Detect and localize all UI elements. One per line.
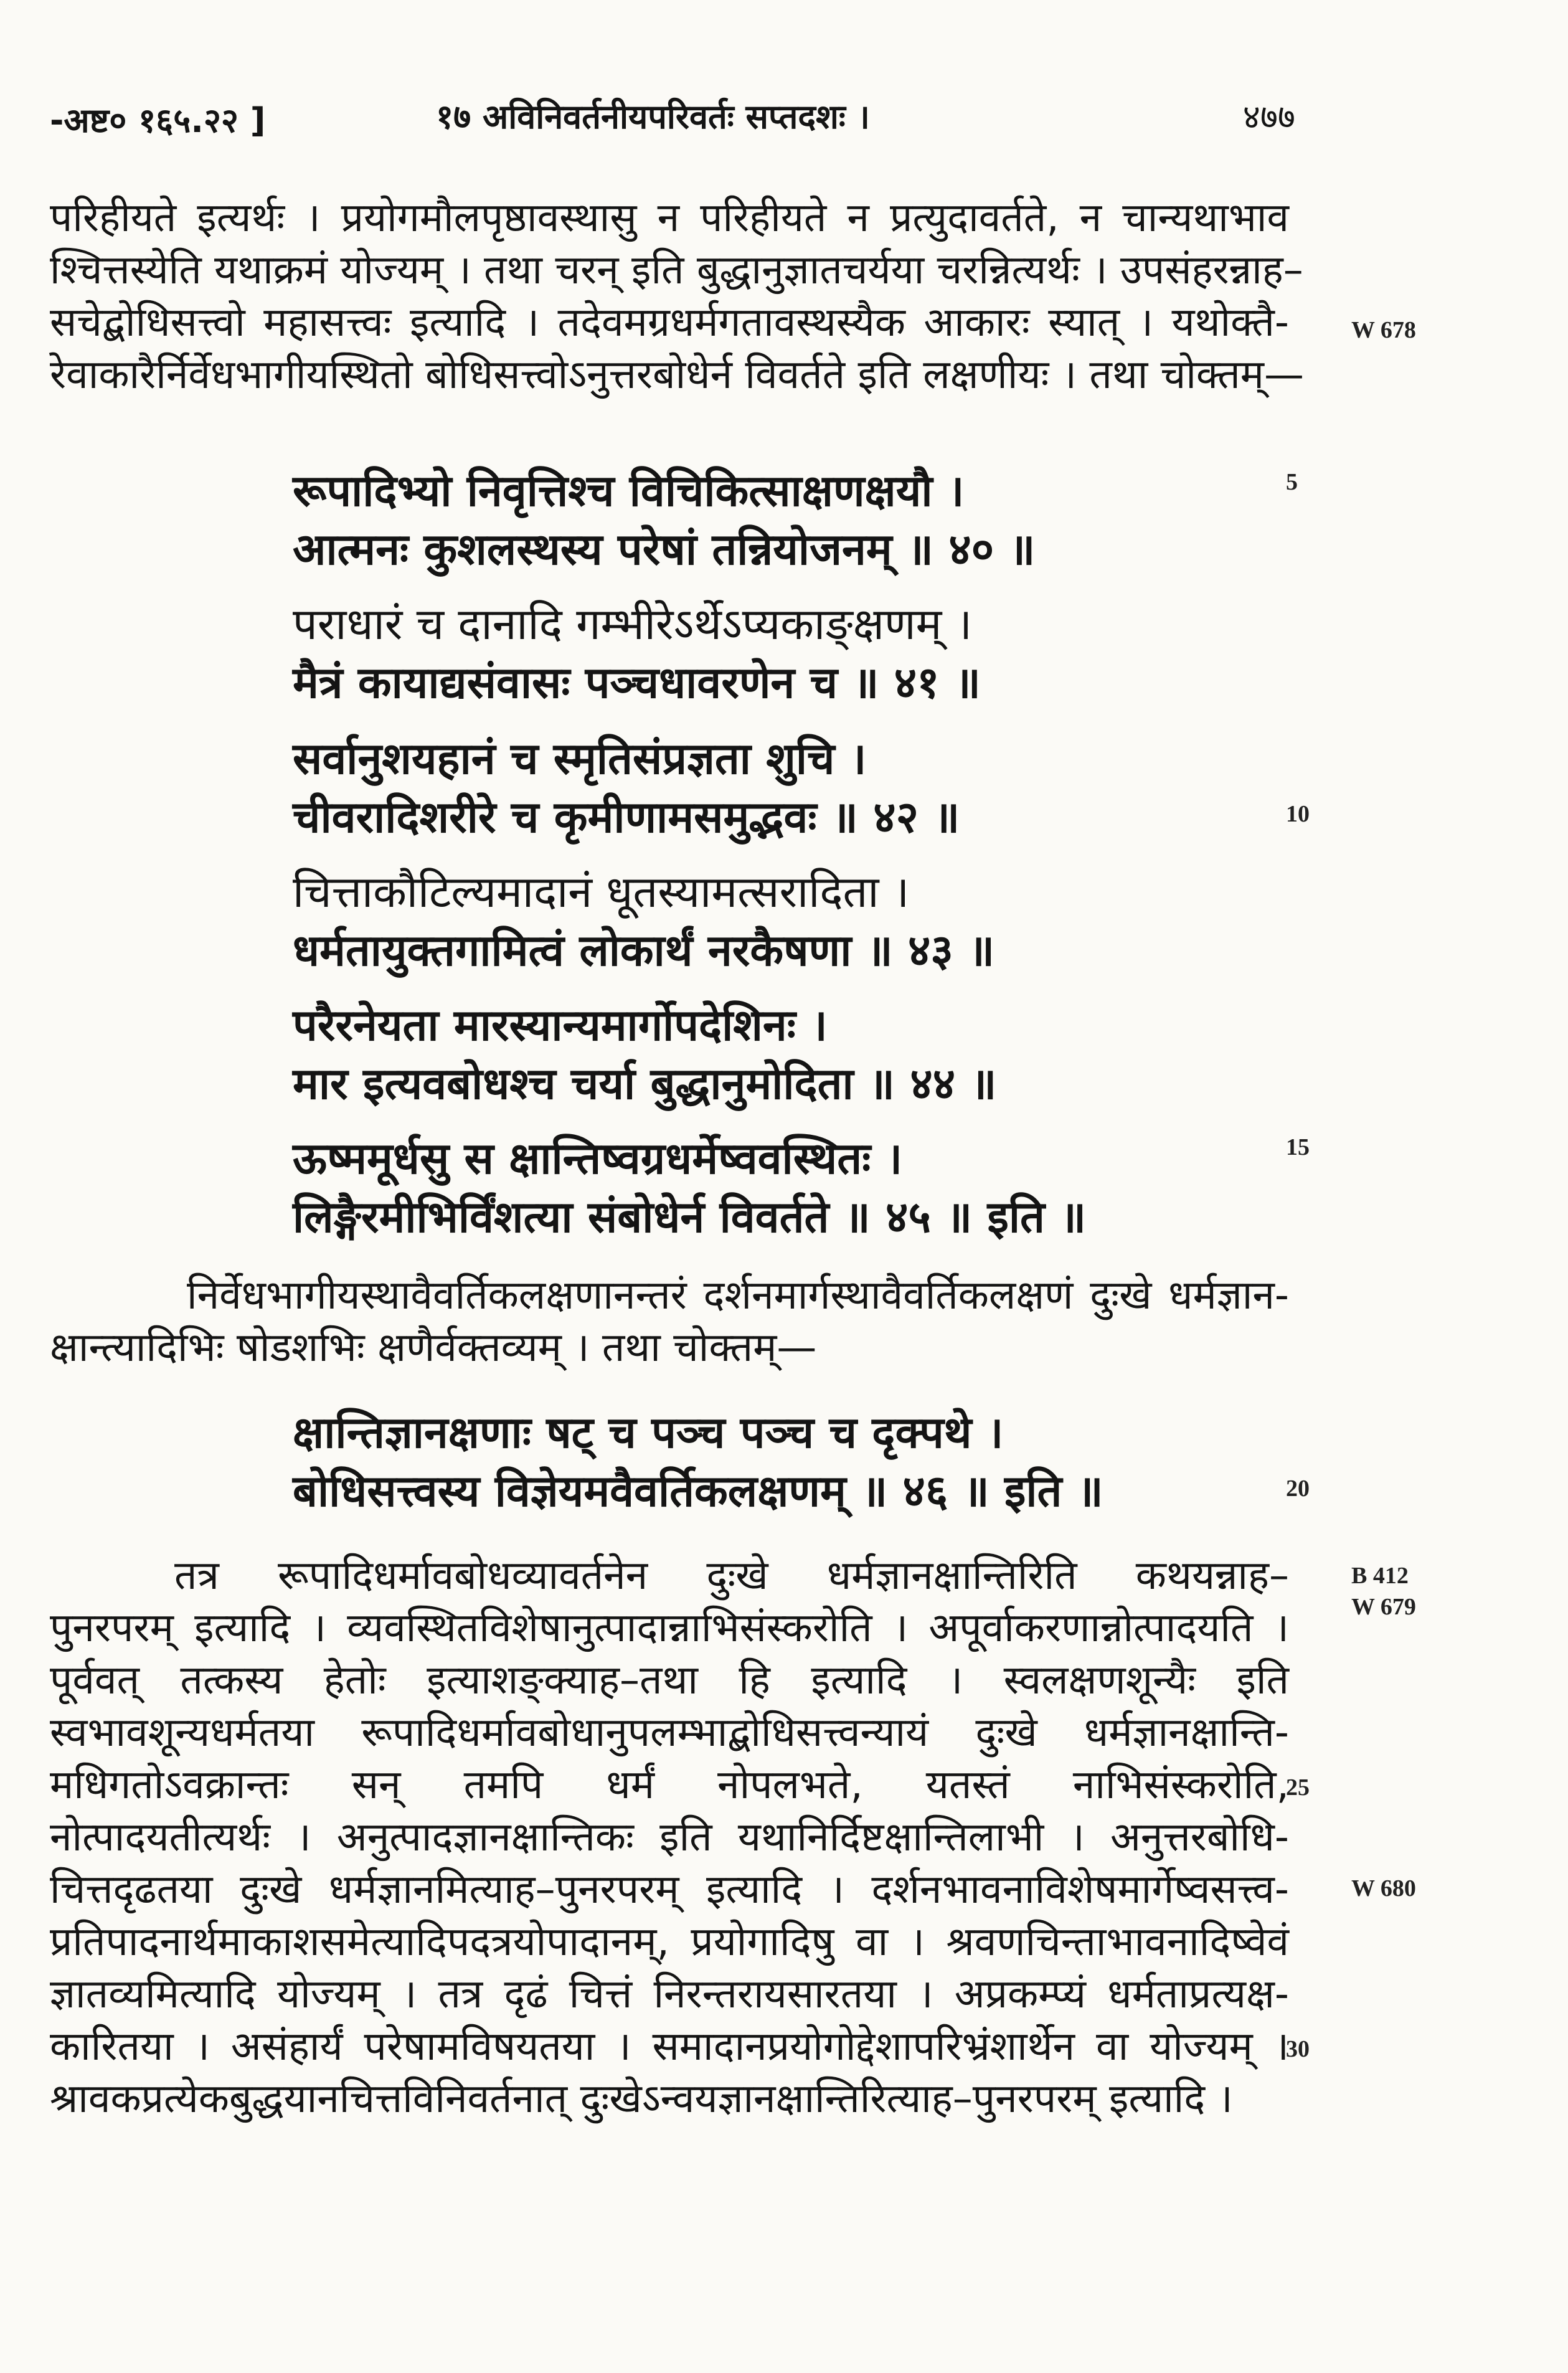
text-line: क्षान्त्यादिभिः षोडशभिः क्षणैर्वक्तव्यम् । तथा चोक्तम्—	[50, 1325, 817, 1371]
verse-line: पराधारं च दानादि गम्भीरेऽर्थेऽप्यकाङ्क्षणम् ।	[293, 599, 973, 650]
verse-line: परैरनेयता मारस्यान्यमार्गोपदेशिनः ।	[293, 1000, 828, 1051]
text-line: ज्ञातव्यमित्यादि योज्यम् । तत्र दृढं चित्तं निरन्तरायसारतया । अप्रकम्प्यं धर्मताप्रत्यक्ष-	[50, 1971, 1289, 2017]
running-header	[50, 87, 1345, 149]
text-line: प्रतिपादनार्थमाकाशसमेत्यादिपदत्रयोपादानम्, प्रयोगादिषु वा । श्रवणचिन्ताभावनादिष्वेवं	[50, 1919, 1289, 1965]
margin-reference: B 412	[1351, 1563, 1409, 1589]
text-line: चित्तदृढतया दुःखे धर्मज्ञानमित्याह–पुनरपरम् इत्यादि । दर्शनभावनाविशेषमार्गेष्वसत्त्व-	[50, 1867, 1289, 1913]
chapter-title: १७ अविनिवर्तनीयपरिवर्तः सप्तदशः ।	[436, 97, 871, 136]
verse-line: ऊष्ममूर्धसु स क्षान्तिष्वग्रधर्मेष्ववस्थितः ।	[293, 1133, 903, 1184]
text-line: पुनरपरम् इत्यादि । व्यवस्थितविशेषानुत्पादान्नाभिसंस्करोति । अपूर्वाकरणान्नोत्पादयति ।	[50, 1605, 1289, 1651]
text-line: श्रावकप्रत्येकबुद्धयानचित्तविनिवर्तनात् दुःखेऽन्वयज्ञानक्षान्तिरित्याह–पुनरपरम् इत्यादि ।	[50, 2076, 1233, 2122]
section-reference: -अष्ट० १६५.२२ ]	[50, 101, 266, 140]
verse-line: मार इत्यवबोधश्च चर्या बुद्धानुमोदिता ॥ ४४ ॥	[293, 1058, 997, 1109]
margin-reference: W 679	[1351, 1594, 1416, 1620]
verse-line: मैत्रं कायाद्यसंवासः पञ्चधावरणेन च ॥ ४१ ॥	[293, 657, 981, 708]
text-line: नोत्पादयतीत्यर्थः । अनुत्पादज्ञानक्षान्तिकः इति यथानिर्दिष्टक्षान्तिलाभी । अनुत्तरबोधि-	[50, 1814, 1289, 1860]
line-number: 10	[1286, 801, 1310, 827]
text-line: सचेद्बोधिसत्त्वो महासत्त्वः इत्यादि । तदेवमग्रधर्मगतावस्थस्यैक आकारः स्यात् । यथोक्तै-	[50, 300, 1289, 346]
line-number: 20	[1286, 1475, 1310, 1502]
text-line: निर्वेधभागीयस्थावैवर्तिकलक्षणानन्तरं दर्शनमार्गस्थावैवर्तिकलक्षणं दुःखे धर्मज्ञान-	[187, 1272, 1289, 1319]
margin-reference: W 678	[1351, 317, 1416, 343]
text-line: रेवाकारैर्निर्वेधभागीयस्थितो बोधिसत्त्वोऽनुत्तरबोधेर्न विवर्तते इति लक्षणीयः । तथा चोक्तम्—	[50, 352, 1304, 398]
line-number: 5	[1286, 469, 1298, 495]
page-number: ४७७	[1242, 97, 1295, 136]
text-line: स्वभावशून्यधर्मतया रूपादिधर्मावबोधानुपलम्भाद्बोधिसत्त्वन्यायं दुःखे धर्मज्ञानक्षान्ति-	[50, 1710, 1289, 1756]
margin-reference: W 680	[1351, 1875, 1416, 1902]
verse-line: बोधिसत्त्वस्य विज्ञेयमवैवर्तिकलक्षणम् ॥ ४६ ॥ इति ॥	[293, 1466, 1103, 1517]
text-line: मधिगतोऽवक्रान्तः सन् तमपि धर्मं नोपलभते, यतस्तं नाभिसंस्करोति,	[50, 1762, 1289, 1808]
text-line: कारितया । असंहार्यं परेषामविषयतया । समादानप्रयोगोद्देशापरिभ्रंशार्थेन वा योज्यम् ।	[50, 2024, 1289, 2070]
text-line: परिहीयते इत्यर्थः । प्रयोगमौलपृष्ठावस्थासु न परिहीयते न प्रत्युदावर्तते, न चान्यथाभाव	[50, 195, 1289, 241]
verse-line: धर्मतायुक्तगामित्वं लोकार्थं नरकैषणा ॥ ४३ ॥	[293, 925, 995, 976]
text-line: पूर्ववत् तत्कस्य हेतोः इत्याशङ्क्याह–तथा हि इत्यादि । स्वलक्षणशून्यैः इति	[50, 1657, 1289, 1703]
line-number: 25	[1286, 1774, 1310, 1801]
text-line: श्चित्तस्येति यथाक्रमं योज्यम् । तथा चरन् इति बुद्धानुज्ञातचर्यया चरन्नित्यर्थः । उपसंहरन्नाह–	[50, 247, 1303, 293]
verse-line: चीवरादिशरीरे च कृमीणामसमुद्भवः ॥ ४२ ॥	[293, 792, 960, 843]
verse-line: लिङ्गैरमीभिर्विंशत्या संबोधेर्न विवर्तते ॥ ४५ ॥ इति ॥	[293, 1191, 1087, 1243]
line-number: 30	[1286, 2036, 1310, 2062]
verse-line: रूपादिभ्यो निवृत्तिश्च विचिकित्साक्षणक्षयौ ।	[293, 465, 965, 516]
line-number: 15	[1286, 1134, 1310, 1160]
verse-line: क्षान्तिज्ञानक्षणाः षट् च पञ्च पञ्च च दृक्पथे ।	[293, 1407, 1004, 1458]
text-line: तत्र रूपादिधर्मावबोधव्यावर्तनेन दुःखे धर्मज्ञानक्षान्तिरिति कथयन्नाह–	[174, 1553, 1289, 1599]
verse-line: आत्मनः कुशलस्थस्य परेषां तन्नियोजनम् ॥ ४० ॥	[293, 524, 1036, 575]
verse-line: सर्वानुशयहानं च स्मृतिसंप्रज्ञता शुचि ।	[293, 733, 867, 784]
verse-line: चित्ताकौटिल्यमादानं धूतस्यामत्सरादिता ।	[293, 866, 910, 917]
